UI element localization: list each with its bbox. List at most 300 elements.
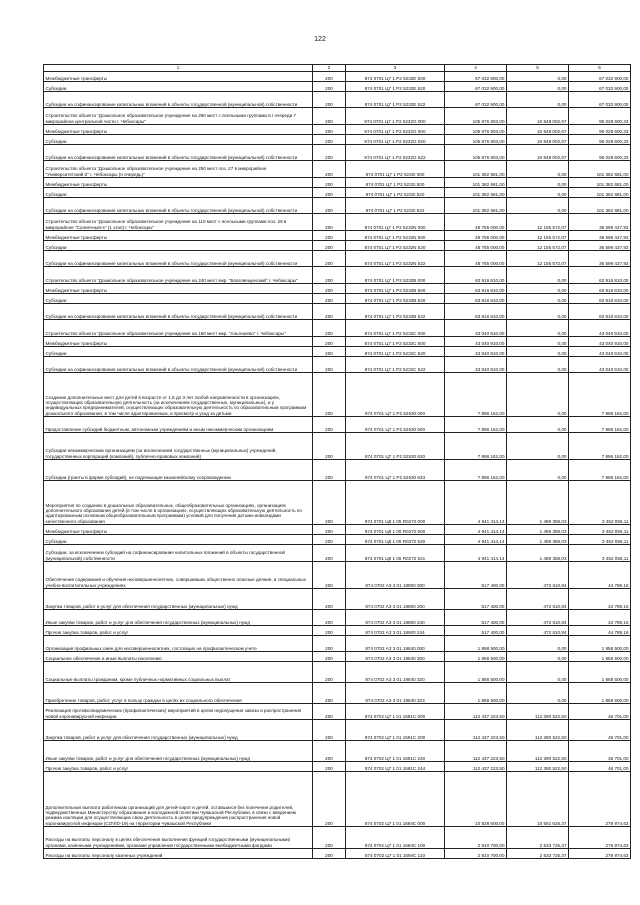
table-row: [44, 545, 631, 562]
row-executed-cell: 0,00: [507, 357, 569, 373]
row-approved-cell: 4 941 414,14: [445, 525, 507, 535]
row-classifier-code-cell: 874 0702 Ц7 1 01 1591С 000: [346, 704, 445, 720]
row-admin-code-cell: 200: [313, 636, 346, 652]
row-admin-code-cell: 200: [313, 545, 346, 562]
table-row: [44, 198, 631, 214]
row-classifier-code-cell: 874 0701 Ц7 1 P2 5232I 522: [346, 198, 445, 214]
row-unexecuted-cell: 95 028 600,33: [569, 135, 631, 145]
row-executed-cell: 0,00: [507, 636, 569, 652]
row-unexecuted-cell: 7 896 162,00: [569, 433, 631, 460]
row-executed-cell: 0,00: [507, 347, 569, 357]
row-name-cell: Субсидии на софинансирование капитальных вложений в объекты государственной (муниципальной) собственности: [44, 304, 313, 320]
row-executed-cell: 0,00: [507, 294, 569, 304]
row-admin-code-cell: 200: [313, 72, 346, 82]
row-name-cell: Межбюджетные трансферты: [44, 337, 313, 347]
table-row: [44, 849, 631, 859]
row-executed-cell: 0,00: [507, 72, 569, 82]
table-row: [44, 92, 631, 108]
row-executed-cell: 472 610,84: [507, 610, 569, 626]
row-executed-cell: 10 648 002,67: [507, 135, 569, 145]
row-classifier-code-cell: 874 0701 Ц7 1 P2 5232N 500: [346, 231, 445, 241]
row-name-cell: Обеспечение содержания и обучения несовершеннолетних, совершивших общественно опасные деяния, в специальных учебно-воспитательных учреждениях: [44, 562, 313, 589]
table-row: [44, 589, 631, 610]
row-executed-cell: 472 610,84: [507, 626, 569, 636]
row-name-cell: Субсидии: [44, 188, 313, 198]
row-unexecuted-cell: 43 040 910,00: [569, 337, 631, 347]
row-admin-code-cell: 200: [313, 337, 346, 347]
table-row: [44, 82, 631, 92]
row-classifier-code-cell: 874 0701 Ц7 1 P2 52530 633: [346, 460, 445, 481]
row-unexecuted-cell: 7 896 162,00: [569, 460, 631, 481]
row-name-cell: Субсидии: [44, 347, 313, 357]
row-admin-code-cell: 200: [313, 762, 346, 772]
row-name-cell: Строительство объекта "Дошкольное образовательное учреждение на 250 мест поз. 27 в микрорайоне "Университетский-2" г. Чебоксары (II очередь)": [44, 161, 313, 178]
table-row: [44, 704, 631, 720]
row-approved-cell: 43 040 910,00: [445, 337, 507, 347]
row-classifier-code-cell: 874 0701 Ц7 1 P2 52530 600: [346, 417, 445, 433]
row-classifier-code-cell: 874 0702 А3 3 01 19840 320: [346, 662, 445, 683]
row-name-cell: Строительство объекта "Дошкольное образовательное учреждение на 280 мест с ясельными группами в I очереди 7 микрорайона центральной части г. Чебоксары": [44, 108, 313, 125]
row-admin-code-cell: 200: [313, 849, 346, 859]
row-name-cell: Прочая закупка товаров, работ и услуг: [44, 762, 313, 772]
table-row: [44, 294, 631, 304]
row-unexecuted-cell: 3 452 056,11: [569, 525, 631, 535]
row-classifier-code-cell: 874 0701 Ц7 1 P2 5232B 522: [346, 304, 445, 320]
row-approved-cell: 4 941 414,14: [445, 481, 507, 525]
row-admin-code-cell: 200: [313, 82, 346, 92]
row-admin-code-cell: 200: [313, 720, 346, 741]
row-admin-code-cell: 200: [313, 357, 346, 373]
row-unexecuted-cell: 44 789,16: [569, 589, 631, 610]
row-executed-cell: 472 610,84: [507, 562, 569, 589]
row-admin-code-cell: 200: [313, 741, 346, 762]
row-classifier-code-cell: 874 0702 Ц7 1 01 1594С 100: [346, 827, 445, 849]
row-approved-cell: 517 400,00: [445, 610, 507, 626]
row-admin-code-cell: 200: [313, 251, 346, 267]
row-admin-code-cell: 200: [313, 320, 346, 337]
row-classifier-code-cell: 874 0702 Ц7 1 01 1591С 244: [346, 762, 445, 772]
row-approved-cell: 43 040 910,00: [445, 357, 507, 373]
row-executed-cell: 0,00: [507, 304, 569, 320]
row-executed-cell: 0,00: [507, 652, 569, 662]
row-unexecuted-cell: 7 896 162,00: [569, 417, 631, 433]
row-unexecuted-cell: 101 382 681,00: [569, 178, 631, 188]
row-name-cell: Субсидии: [44, 82, 313, 92]
row-unexecuted-cell: 43 040 910,00: [569, 347, 631, 357]
table-row: [44, 267, 631, 284]
row-admin-code-cell: 200: [313, 433, 346, 460]
row-executed-cell: 112 390 522,50: [507, 762, 569, 772]
table-row: [44, 460, 631, 481]
row-executed-cell: 0,00: [507, 433, 569, 460]
row-classifier-code-cell: 874 0702 А3 3 01 19840 323: [346, 683, 445, 704]
row-name-cell: Субсидии на софинансирование капитальных вложений в объекты государственной (муниципальной) собственности: [44, 145, 313, 161]
table-row: [44, 535, 631, 545]
row-admin-code-cell: 200: [313, 662, 346, 683]
row-approved-cell: 1 858 500,00: [445, 652, 507, 662]
row-executed-cell: 2 533 725,37: [507, 827, 569, 849]
row-approved-cell: 112 437 223,50: [445, 762, 507, 772]
row-unexecuted-cell: 67 032 900,00: [569, 72, 631, 82]
row-unexecuted-cell: 46 701,00: [569, 741, 631, 762]
row-admin-code-cell: 200: [313, 178, 346, 188]
row-classifier-code-cell: 874 0701 Ц7 1 P2 5232C 520: [346, 347, 445, 357]
row-approved-cell: 101 382 681,00: [445, 161, 507, 178]
row-classifier-code-cell: 874 0701 Ц7 1 P2 5232G 000: [346, 108, 445, 125]
row-classifier-code-cell: 874 0702 А3 3 01 18900 240: [346, 610, 445, 626]
row-approved-cell: 2 810 700,00: [445, 849, 507, 859]
row-admin-code-cell: 200: [313, 626, 346, 636]
row-classifier-code-cell: 874 0701 Ц7 1 P2 5232Е 520: [346, 82, 445, 92]
row-name-cell: Субсидии, за исключением субсидий на софинансирование капитальных вложений в объекты государственной (муниципальной) собственности: [44, 545, 313, 562]
row-admin-code-cell: 200: [313, 135, 346, 145]
row-classifier-code-cell: 874 0701 Ц7 1 P2 5232B 000: [346, 267, 445, 284]
header-cell: 5: [507, 65, 569, 72]
row-unexecuted-cell: 44 789,16: [569, 610, 631, 626]
table-row: [44, 417, 631, 433]
row-approved-cell: 1 858 500,00: [445, 662, 507, 683]
row-name-cell: Субсидии: [44, 535, 313, 545]
header-cell: 3: [346, 65, 445, 72]
row-name-cell: Приобретение товаров, работ, услуг в пользу граждан в целях их социального обеспечения: [44, 683, 313, 704]
row-executed-cell: 112 390 522,50: [507, 704, 569, 720]
row-name-cell: Иные закупки товаров, работ и услуг для обеспечения государственных (муниципальных) нужд: [44, 610, 313, 626]
row-admin-code-cell: 200: [313, 161, 346, 178]
row-approved-cell: 4 941 414,14: [445, 535, 507, 545]
row-name-cell: Строительство объекта "Дошкольное образовательное учреждение на 110 мест с ясельными группами поз. 29 в микрорайоне "Солнечный-4" (1 этап) г. Чебоксары": [44, 214, 313, 231]
row-approved-cell: 105 676 603,00: [445, 125, 507, 135]
row-admin-code-cell: 200: [313, 304, 346, 320]
row-approved-cell: 1 858 500,00: [445, 636, 507, 652]
row-admin-code-cell: 200: [313, 652, 346, 662]
row-classifier-code-cell: 874 0701 Ц8 1 05 R0272 500: [346, 525, 445, 535]
row-approved-cell: 7 896 162,00: [445, 460, 507, 481]
row-unexecuted-cell: 101 382 681,00: [569, 188, 631, 198]
row-unexecuted-cell: 1 858 500,00: [569, 662, 631, 683]
row-classifier-code-cell: 874 0702 А3 3 01 19840 300: [346, 652, 445, 662]
row-admin-code-cell: 200: [313, 827, 346, 849]
row-classifier-code-cell: 874 0702 А3 3 01 19840 000: [346, 636, 445, 652]
row-executed-cell: 1 489 358,03: [507, 525, 569, 535]
row-admin-code-cell: 200: [313, 294, 346, 304]
row-admin-code-cell: 200: [313, 284, 346, 294]
row-classifier-code-cell: 874 0701 Ц7 1 P2 5232C 500: [346, 337, 445, 347]
row-approved-cell: 112 437 223,50: [445, 741, 507, 762]
row-admin-code-cell: 200: [313, 231, 346, 241]
row-approved-cell: 10 828 600,00: [445, 772, 507, 827]
row-unexecuted-cell: 63 916 810,00: [569, 294, 631, 304]
row-name-cell: Субсидии: [44, 294, 313, 304]
row-classifier-code-cell: 874 0701 Ц7 1 P2 5232N 520: [346, 241, 445, 251]
row-executed-cell: 472 610,84: [507, 589, 569, 610]
row-approved-cell: 1 858 500,00: [445, 683, 507, 704]
row-approved-cell: 48 755 000,00: [445, 231, 507, 241]
table-row: [44, 662, 631, 683]
row-executed-cell: 10 648 002,67: [507, 108, 569, 125]
row-name-cell: Межбюджетные трансферты: [44, 525, 313, 535]
row-admin-code-cell: 200: [313, 92, 346, 108]
row-unexecuted-cell: 36 599 427,93: [569, 251, 631, 267]
row-classifier-code-cell: 874 0701 Ц8 1 05 R0272 000: [346, 481, 445, 525]
row-unexecuted-cell: 95 028 600,33: [569, 108, 631, 125]
row-admin-code-cell: 200: [313, 214, 346, 231]
row-unexecuted-cell: 36 599 427,93: [569, 231, 631, 241]
table-row: [44, 433, 631, 460]
row-approved-cell: 105 676 603,00: [445, 135, 507, 145]
row-name-cell: Социальное обеспечение и иные выплаты населению: [44, 652, 313, 662]
row-approved-cell: 101 382 681,00: [445, 178, 507, 188]
row-classifier-code-cell: 874 0701 Ц7 1 P2 5232Е 500: [346, 72, 445, 82]
table-row: [44, 741, 631, 762]
row-executed-cell: 0,00: [507, 92, 569, 108]
row-approved-cell: 48 755 000,00: [445, 251, 507, 267]
row-classifier-code-cell: 874 0701 Ц7 1 P2 5232G 500: [346, 125, 445, 135]
table-row: [44, 357, 631, 373]
row-admin-code-cell: 200: [313, 145, 346, 161]
row-classifier-code-cell: 874 0701 Ц7 1 P2 5232Е 522: [346, 92, 445, 108]
row-classifier-code-cell: 874 0701 Ц7 1 P2 5232B 520: [346, 294, 445, 304]
row-classifier-code-cell: 874 0701 Ц7 1 P2 52530 630: [346, 433, 445, 460]
row-name-cell: Расходы на выплаты персоналу в целях обеспечения выполнения функций государственными (муниципальными) органами, казенными учреждениями, органами управления государственными внебюджетными фондами: [44, 827, 313, 849]
row-unexecuted-cell: 1 858 500,00: [569, 636, 631, 652]
row-name-cell: Дополнительная выплата работникам организаций для детей-сирот и детей, оставшихся без попечения родителей, подведомственных Министерству образования и молодежной политики Чувашской Республики, в связи с введением режима изоляции для осуществляющих свою деятельность в целях предупреждения распространения новой коронавирусной инфекции (COVID-19) на территории Чувашской Республики: [44, 772, 313, 827]
row-unexecuted-cell: 46 701,00: [569, 720, 631, 741]
row-executed-cell: 0,00: [507, 320, 569, 337]
row-executed-cell: 0,00: [507, 337, 569, 347]
table-row: [44, 108, 631, 125]
row-classifier-code-cell: 874 0701 Ц7 1 P2 5232I 000: [346, 161, 445, 178]
row-name-cell: Субсидии на софинансирование капитальных вложений в объекты государственной (муниципальной) собственности: [44, 198, 313, 214]
row-name-cell: Иные закупки товаров, работ и услуг для обеспечения государственных (муниципальных) нужд: [44, 741, 313, 762]
row-executed-cell: 0,00: [507, 198, 569, 214]
row-name-cell: Организация профильных смен для несовершеннолетних, состоящих на профилактическом учете: [44, 636, 313, 652]
row-name-cell: Субсидии: [44, 135, 313, 145]
row-admin-code-cell: 200: [313, 772, 346, 827]
row-approved-cell: 63 916 810,00: [445, 294, 507, 304]
table-row: [44, 720, 631, 741]
table-row: [44, 135, 631, 145]
row-approved-cell: 48 755 000,00: [445, 241, 507, 251]
row-name-cell: Субсидии некоммерческим организациям (за исключением государственных (муниципальных) учреждений, государственных корпораций (компаний), публично-правовых компаний): [44, 433, 313, 460]
table-header-row: [44, 65, 631, 72]
table-row: [44, 762, 631, 772]
row-unexecuted-cell: 46 701,00: [569, 762, 631, 772]
row-unexecuted-cell: 63 916 810,00: [569, 284, 631, 294]
table-row: [44, 337, 631, 347]
row-approved-cell: 4 941 414,14: [445, 545, 507, 562]
table-row: [44, 161, 631, 178]
row-unexecuted-cell: 1 858 500,00: [569, 683, 631, 704]
row-executed-cell: 1 489 358,03: [507, 535, 569, 545]
row-approved-cell: 517 400,00: [445, 562, 507, 589]
row-executed-cell: 10 551 625,37: [507, 772, 569, 827]
table-row: [44, 251, 631, 267]
row-executed-cell: 112 390 522,50: [507, 720, 569, 741]
table-row: [44, 320, 631, 337]
row-approved-cell: 63 916 810,00: [445, 304, 507, 320]
row-unexecuted-cell: 3 452 056,11: [569, 545, 631, 562]
row-name-cell: Прочая закупка товаров, работ и услуг: [44, 626, 313, 636]
row-approved-cell: 2 810 700,00: [445, 827, 507, 849]
header-cell: 1: [44, 65, 313, 72]
row-admin-code-cell: 200: [313, 481, 346, 525]
row-name-cell: Субсидии на софинансирование капитальных вложений в объекты государственной (муниципальной) собственности: [44, 251, 313, 267]
row-executed-cell: 2 533 725,37: [507, 849, 569, 859]
row-approved-cell: 67 032 900,00: [445, 92, 507, 108]
table-row: [44, 231, 631, 241]
table-row: [44, 610, 631, 626]
row-executed-cell: 0,00: [507, 662, 569, 683]
table-row: [44, 241, 631, 251]
table-row: [44, 525, 631, 535]
row-approved-cell: 112 437 223,50: [445, 704, 507, 720]
budget-table: [43, 64, 631, 859]
row-name-cell: Создание дополнительных мест для детей в возрасте от 1,5 до 3 лет любой направленности в организациях, осуществляющих образовательную деятельность (за исключением государственных, муниципальных), и у индивидуальных предпринимателей, осуществляющих образовательную деятельность по образовательным программам дошкольного образования, в том числе адаптированным, и присмотр и уход за детьми: [44, 373, 313, 417]
row-admin-code-cell: 200: [313, 188, 346, 198]
row-classifier-code-cell: 874 0702 Ц7 1 01 1594С 000: [346, 772, 445, 827]
row-admin-code-cell: 200: [313, 610, 346, 626]
row-name-cell: Межбюджетные трансферты: [44, 231, 313, 241]
row-name-cell: Строительство объекта "Дошкольное образовательное учреждение на 160 мест мкр. "Альгешево" г. Чебоксары": [44, 320, 313, 337]
row-name-cell: Социальные выплаты гражданам, кроме публичных нормативных социальных выплат: [44, 662, 313, 683]
row-approved-cell: 112 437 223,50: [445, 720, 507, 741]
table-row: [44, 636, 631, 652]
row-unexecuted-cell: 43 040 910,00: [569, 357, 631, 373]
table-row: [44, 652, 631, 662]
row-name-cell: Межбюджетные трансферты: [44, 284, 313, 294]
row-unexecuted-cell: 95 028 600,33: [569, 125, 631, 135]
header-cell: 4: [445, 65, 507, 72]
row-admin-code-cell: 200: [313, 562, 346, 589]
row-unexecuted-cell: 43 040 910,00: [569, 320, 631, 337]
table-row: [44, 373, 631, 417]
row-classifier-code-cell: 874 0701 Ц7 1 P2 5232I 500: [346, 178, 445, 188]
row-unexecuted-cell: 44 789,16: [569, 626, 631, 636]
row-unexecuted-cell: 63 916 810,00: [569, 304, 631, 320]
row-approved-cell: 63 916 810,00: [445, 284, 507, 294]
row-approved-cell: 48 755 000,00: [445, 214, 507, 231]
row-unexecuted-cell: 36 599 427,93: [569, 214, 631, 231]
row-admin-code-cell: 200: [313, 267, 346, 284]
table-row: [44, 562, 631, 589]
row-classifier-code-cell: 874 0701 Ц7 1 P2 5232C 522: [346, 357, 445, 373]
row-classifier-code-cell: 874 0702 А3 3 01 18900 244: [346, 626, 445, 636]
row-executed-cell: 0,00: [507, 683, 569, 704]
row-executed-cell: 12 155 572,07: [507, 214, 569, 231]
row-executed-cell: 0,00: [507, 178, 569, 188]
row-approved-cell: 517 400,00: [445, 589, 507, 610]
row-executed-cell: 12 155 572,07: [507, 251, 569, 267]
row-admin-code-cell: 200: [313, 683, 346, 704]
table-row: [44, 188, 631, 198]
row-approved-cell: 67 032 900,00: [445, 82, 507, 92]
row-unexecuted-cell: 7 896 162,00: [569, 373, 631, 417]
table-row: [44, 125, 631, 135]
row-executed-cell: 0,00: [507, 417, 569, 433]
row-approved-cell: 7 896 162,00: [445, 373, 507, 417]
row-classifier-code-cell: 874 0701 Ц7 1 P2 5232G 520: [346, 135, 445, 145]
row-unexecuted-cell: 95 028 600,33: [569, 145, 631, 161]
row-admin-code-cell: 200: [313, 198, 346, 214]
row-admin-code-cell: 200: [313, 417, 346, 433]
row-classifier-code-cell: 874 0702 Ц7 1 01 1591С 240: [346, 741, 445, 762]
row-name-cell: Реализация противоэпидемических (профилактических) мероприятий в целях недопущения завоза и распространения новой коронавирусной инфекции: [44, 704, 313, 720]
row-classifier-code-cell: 874 0701 Ц7 1 P2 5232B 500: [346, 284, 445, 294]
row-unexecuted-cell: 276 974,63: [569, 827, 631, 849]
row-name-cell: Мероприятия по созданию в дошкольных образовательных, общеобразовательных организациях, организациях дополнительного образования детей (в том числе в организациях, осуществляющих образовательную деятельность по адаптированным основным общеобразовательным программам) условий для получения детьми-инвалидами качественного образования: [44, 481, 313, 525]
row-admin-code-cell: 200: [313, 241, 346, 251]
row-unexecuted-cell: 67 032 900,00: [569, 92, 631, 108]
row-unexecuted-cell: 67 032 900,00: [569, 82, 631, 92]
row-name-cell: Субсидии на софинансирование капитальных вложений в объекты государственной (муниципальной) собственности: [44, 357, 313, 373]
row-classifier-code-cell: 874 0701 Ц7 1 P2 5232I 520: [346, 188, 445, 198]
row-executed-cell: 10 648 002,67: [507, 125, 569, 135]
row-approved-cell: 43 040 910,00: [445, 320, 507, 337]
row-approved-cell: 7 896 162,00: [445, 417, 507, 433]
row-executed-cell: 0,00: [507, 188, 569, 198]
row-unexecuted-cell: 63 916 810,00: [569, 267, 631, 284]
row-unexecuted-cell: 3 452 056,11: [569, 535, 631, 545]
header-cell: 2: [313, 65, 346, 72]
row-admin-code-cell: 200: [313, 347, 346, 357]
row-approved-cell: 63 916 810,00: [445, 267, 507, 284]
row-name-cell: Закупка товаров, работ и услуг для обеспечения государственных (муниципальных) нужд: [44, 589, 313, 610]
row-executed-cell: 0,00: [507, 161, 569, 178]
row-executed-cell: 12 155 572,07: [507, 241, 569, 251]
row-name-cell: Межбюджетные трансферты: [44, 72, 313, 82]
table-row: [44, 178, 631, 188]
row-approved-cell: 101 382 681,00: [445, 188, 507, 198]
row-approved-cell: 7 896 162,00: [445, 433, 507, 460]
row-unexecuted-cell: 101 382 681,00: [569, 161, 631, 178]
row-admin-code-cell: 200: [313, 525, 346, 535]
row-classifier-code-cell: 874 0701 Ц7 1 P2 5232G 522: [346, 145, 445, 161]
table-row: [44, 304, 631, 320]
row-unexecuted-cell: 101 382 681,00: [569, 198, 631, 214]
row-unexecuted-cell: 36 599 427,93: [569, 241, 631, 251]
row-classifier-code-cell: 874 0701 Ц7 1 P2 5232N 522: [346, 251, 445, 267]
row-approved-cell: 105 676 603,00: [445, 145, 507, 161]
row-classifier-code-cell: 874 0702 А3 3 01 18900 000: [346, 562, 445, 589]
table-row: [44, 481, 631, 525]
row-unexecuted-cell: 46 701,00: [569, 704, 631, 720]
table-row: [44, 284, 631, 294]
row-name-cell: Строительство объекта "Дошкольное образовательное учреждение на 240 мест мкр. "Благовещенский" г. Чебоксары": [44, 267, 313, 284]
table-row: [44, 145, 631, 161]
row-name-cell: Межбюджетные трансферты: [44, 178, 313, 188]
row-classifier-code-cell: 874 0701 Ц7 1 P2 5232N 000: [346, 214, 445, 231]
row-executed-cell: 1 489 358,03: [507, 481, 569, 525]
row-classifier-code-cell: 874 0701 Ц7 1 P2 52530 000: [346, 373, 445, 417]
row-unexecuted-cell: 44 789,16: [569, 562, 631, 589]
row-unexecuted-cell: 276 974,63: [569, 772, 631, 827]
row-name-cell: Субсидии на софинансирование капитальных вложений в объекты государственной (муниципальной) собственности: [44, 92, 313, 108]
header-cell: 6: [569, 65, 631, 72]
row-name-cell: Предоставление субсидий бюджетным, автономным учреждениям и иным некоммерческим организациям: [44, 417, 313, 433]
row-approved-cell: 105 676 603,00: [445, 108, 507, 125]
table-row: [44, 772, 631, 827]
table-row: [44, 214, 631, 231]
row-admin-code-cell: 200: [313, 704, 346, 720]
row-executed-cell: 0,00: [507, 82, 569, 92]
row-admin-code-cell: 200: [313, 125, 346, 135]
row-admin-code-cell: 200: [313, 589, 346, 610]
page-number: 122: [314, 36, 326, 43]
row-executed-cell: 12 155 572,07: [507, 231, 569, 241]
row-approved-cell: 101 382 681,00: [445, 198, 507, 214]
row-name-cell: Межбюджетные трансферты: [44, 125, 313, 135]
table-row: [44, 626, 631, 636]
